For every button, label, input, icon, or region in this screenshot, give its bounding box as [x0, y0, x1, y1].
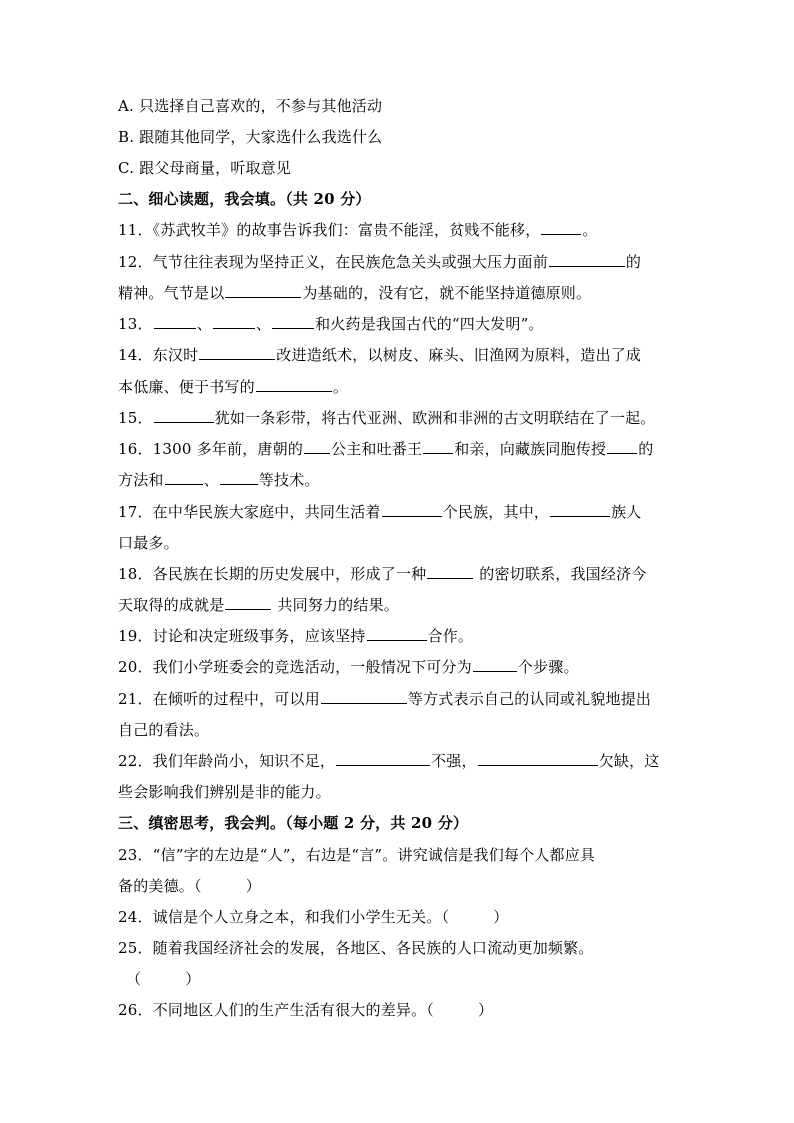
q21-text: 21．在倾听的过程中，可以用: [118, 690, 320, 708]
q18-text-3: 天取得的成就是: [118, 596, 225, 614]
q18-text-2: 的密切联系，我国经济今: [474, 565, 647, 583]
question-18-line-1: [118, 564, 646, 584]
question-23-line-2: [118, 876, 261, 896]
answer-blank[interactable]: [256, 377, 332, 392]
question-14-line-2: [118, 377, 348, 397]
answer-blank[interactable]: [607, 439, 637, 454]
answer-blank[interactable]: [478, 751, 598, 766]
answer-blank[interactable]: [154, 314, 196, 329]
answer-blank[interactable]: [382, 502, 442, 517]
section-2-heading: [118, 189, 371, 209]
answer-blank[interactable]: [550, 502, 610, 517]
q21-text-3: 自己的看法。: [118, 721, 210, 739]
q21-text-2: 等方式表示自己的认同或礼貌地提出: [407, 690, 652, 708]
answer-blank[interactable]: [272, 314, 314, 329]
option-c-text: C. 跟父母商量，听取意见: [118, 159, 292, 177]
question-22-line-2: [118, 782, 331, 802]
option-b-text: B. 跟随其他同学，大家选什么我选什么: [118, 128, 383, 146]
option-c: [118, 158, 291, 178]
q12-text-4: 为基础的，没有它，就不能坚持道德原则。: [302, 284, 592, 302]
answer-blank[interactable]: [154, 408, 214, 423]
q24-text: 24．诚信是个人立身之本，和我们小学生无关。（: [118, 908, 450, 926]
q11-text: 11．《苏武牧羊》的故事告诉我们：富贵不能淫，贫贱不能移，: [118, 221, 541, 239]
option-b: [118, 127, 382, 147]
q16-text-5: 方法和: [118, 471, 164, 489]
q22-text-4: 些会影响我们辨别是非的能力。: [118, 783, 331, 801]
q16-sep: 、: [203, 471, 219, 489]
answer-blank[interactable]: [321, 689, 407, 704]
question-22-line-1: [118, 751, 660, 771]
answer-blank[interactable]: [336, 751, 430, 766]
q17-text: 17．在中华民族大家庭中，共同生活着: [118, 503, 381, 521]
answer-blank[interactable]: [427, 564, 473, 579]
q15-text: 犹如一条彩带，将古代亚洲、欧洲和非洲的古文明联结在了一起。: [214, 409, 656, 427]
q12-text-2: 的: [625, 253, 642, 271]
question-11: [118, 220, 598, 240]
q25-open: （: [126, 970, 142, 988]
q11-end: 。: [582, 221, 598, 239]
question-21-line-2: [118, 720, 209, 740]
answer-blank[interactable]: [213, 314, 255, 329]
q16-text-2: 公主和吐番王: [331, 440, 423, 458]
question-13: [118, 314, 544, 334]
question-17-line-2: [118, 533, 179, 553]
section-3-title: 三、缜密思考，我会判。（每小题 2 分，共 20 分）: [118, 814, 469, 832]
q23-text-2: 备的美德。（: [118, 877, 202, 895]
q16-text: 16．1300 多年前，唐朝的: [118, 440, 304, 458]
q18-text: 18．各民族在长期的历史发展中，形成了一种: [118, 565, 427, 583]
q24-close: ）: [493, 908, 509, 926]
answer-blank[interactable]: [165, 470, 203, 485]
q13-number: 13．: [118, 315, 153, 333]
q22-text-2: 不强，: [431, 752, 477, 770]
answer-blank[interactable]: [225, 283, 301, 298]
q22-text-3: 欠缺，这: [598, 752, 660, 770]
q13-sep-2: 、: [255, 315, 272, 333]
q13-text: 和火药是我国古代的“四大发明”。: [315, 315, 544, 333]
question-23-line-1: [118, 845, 595, 865]
question-17-line-1: [118, 502, 642, 522]
q14-text: 14．东汉时: [118, 346, 199, 364]
q17-text-2: 个民族，其中，: [442, 503, 550, 521]
q25-text: 25．随着我国经济社会的发展，各地区、各民族的人口流动更加频繁。: [118, 939, 594, 957]
q19-text-2: 合作。: [427, 627, 474, 645]
q15-number: 15．: [118, 409, 153, 427]
q12-text: 12．气节往往表现为坚持正义，在民族危急关头或强大压力面前: [118, 253, 548, 271]
q22-text: 22．我们年龄尚小，知识不足，: [118, 752, 336, 770]
answer-blank[interactable]: [541, 220, 581, 235]
answer-blank[interactable]: [367, 626, 427, 641]
q17-text-3: 族人: [611, 503, 642, 521]
q23-close: ）: [245, 877, 261, 895]
q13-sep-1: 、: [196, 315, 212, 333]
q14-text-3: 本低廉、便于书写的: [118, 378, 255, 396]
answer-blank[interactable]: [423, 439, 453, 454]
answer-blank[interactable]: [473, 657, 517, 672]
q26-close: ）: [478, 1001, 494, 1019]
answer-blank[interactable]: [225, 595, 271, 610]
question-15: [118, 408, 656, 428]
q19-text: 19．讨论和决定班级事务，应该坚持: [118, 627, 366, 645]
question-19: [118, 626, 473, 646]
answer-blank[interactable]: [199, 345, 275, 360]
question-16-line-1: [118, 439, 653, 459]
q17-text-4: 口最多。: [118, 534, 179, 552]
q20-text: 20．我们小学班委会的竞选活动，一般情况下可分为: [118, 658, 472, 676]
q23-text: 23．“信”字的左边是“人”，右边是“言”。讲究诚信是我们每个人都应具: [118, 846, 596, 864]
q14-text-2: 改进造纸术，以树皮、麻头、旧渔网为原料，造出了成: [276, 346, 642, 364]
section-3-heading: [118, 813, 468, 833]
q16-text-6: 等技术。: [258, 471, 320, 489]
q26-text: 26．不同地区人们的生产生活有很大的差异。（: [118, 1001, 434, 1019]
answer-blank[interactable]: [220, 470, 258, 485]
section-2-title: 二、细心读题，我会填。（共 20 分）: [118, 190, 371, 208]
q16-text-4: 的: [638, 440, 654, 458]
q25-close: ）: [185, 970, 201, 988]
q20-text-2: 个步骤。: [517, 658, 579, 676]
question-24: [118, 907, 508, 927]
q14-end: 。: [332, 378, 349, 396]
question-18-line-2: [118, 595, 399, 615]
question-12-line-1: [118, 252, 641, 272]
option-a-text: A. 只选择自己喜欢的，不参与其他活动: [118, 97, 383, 115]
question-14-line-1: [118, 345, 641, 365]
q12-text-3: 精神。气节是以: [118, 284, 225, 302]
question-25-line-2: [126, 969, 200, 989]
question-26: [118, 1000, 493, 1020]
question-21-line-1: [118, 689, 651, 709]
option-a: [118, 96, 382, 116]
answer-blank[interactable]: [304, 439, 330, 454]
q18-text-4: 共同努力的结果。: [272, 596, 399, 614]
question-12-line-2: [118, 283, 591, 303]
answer-blank[interactable]: [549, 252, 625, 267]
question-20: [118, 657, 579, 677]
q16-text-3: 和亲，向藏族同胞传授: [454, 440, 607, 458]
question-16-line-2: [118, 470, 320, 490]
question-25-line-1: [118, 938, 594, 958]
